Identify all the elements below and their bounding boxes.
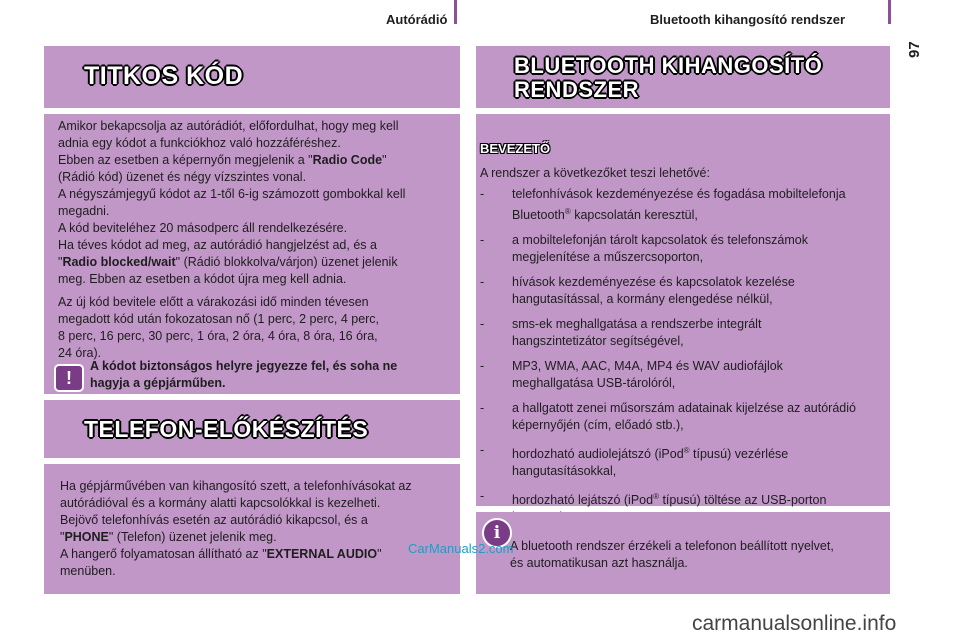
para1-line1: Amikor bekapcsolja az autórádiót, előfordulhat, hogy meg kell (58, 119, 399, 133)
info-icon: i (482, 518, 512, 548)
info-line2: és automatikusan azt használja. (510, 556, 688, 570)
telefon-line4-pre: " (60, 530, 65, 544)
feature-item (480, 358, 884, 392)
feature-line2: hangszintetizátor segítségével, (512, 334, 684, 349)
header-divider-right (888, 0, 891, 24)
telefon-line4-post: " (Telefon) üzenet jelenik meg. (108, 530, 277, 544)
bluetooth-heading-line1: BLUETOOTH KIHANGOSÍTÓ (514, 53, 823, 78)
para1-line2: adnia egy kódot a funkciókhoz való hozzáféréshez. (58, 136, 341, 150)
telefon-line2: autórádióval és a kormány alatti kapcsolókkal is kezelheti. (60, 496, 381, 510)
bluetooth-feature-list (480, 186, 884, 526)
feature-line1: sms-ek meghallgatása a rendszerbe integrált (512, 317, 762, 332)
header-left-title: Autórádió (386, 12, 448, 27)
page-number: 97 (906, 41, 923, 58)
titkos-kod-body-panel (44, 114, 460, 394)
list-dash: - (480, 443, 485, 458)
radio-blocked-label: Radio blocked/wait (62, 255, 176, 269)
bluetooth-text (480, 140, 884, 534)
feature-line2: meghallgatása USB-tárolóról, (512, 376, 676, 391)
para1-line5: A négyszámjegyű kódot az 1-től 6-ig számozott gombokkal kell (58, 187, 406, 201)
titkos-kod-heading-panel (44, 46, 460, 108)
feature-item (480, 274, 884, 308)
feature-line2: hangutasításokkal, (512, 464, 617, 479)
para2-line4: 24 óra). (58, 346, 102, 360)
feature-item (480, 400, 884, 434)
para1-line10: meg. Ebben az esetben a kódot újra meg kell adnia. (58, 272, 347, 286)
warning-line2: hagyja a gépjárműben. (90, 376, 226, 390)
telefon-line5-post: " (377, 547, 382, 561)
radio-code-label: Radio Code (312, 153, 383, 167)
info-text (510, 538, 880, 572)
feature-item (480, 316, 884, 350)
para2-line3: 8 perc, 16 perc, 30 perc, 1 óra, 2 óra, 4 óra, 8 óra, 16 óra, (58, 329, 378, 343)
feature-line2: Bluetooth® kapcsolatán keresztül, (512, 207, 698, 223)
para1-line4: (Rádió kód) üzenet és négy vízszintes vonal. (58, 170, 307, 184)
para1-line3-pre: Ebben az esetben a képernyőn megjelenik a " (58, 153, 313, 167)
feature-line2: megjelenítése a műszercsoporton, (512, 250, 704, 265)
telefon-heading-panel (44, 400, 460, 458)
info-line1: A bluetooth rendszer érzékeli a telefonon beállított nyelvet, (510, 539, 834, 553)
telefon-line6: menüben. (60, 564, 116, 578)
inline-watermark: CarManuals2.com (408, 541, 514, 556)
external-audio-label: EXTERNAL AUDIO (266, 547, 378, 561)
feature-line1: hordozható lejátszó (iPod® típusú) töltése az USB-porton (512, 492, 827, 508)
list-dash: - (480, 317, 485, 332)
para2-line1: Az új kód bevitele előtt a várakozási idő minden tévesen (58, 295, 369, 309)
header-divider-left (454, 0, 457, 24)
para1-line3-post: " (382, 153, 387, 167)
feature-item (480, 186, 884, 224)
bevezeto-heading: BEVEZETŐ (480, 141, 551, 156)
list-dash: - (480, 359, 485, 374)
feature-item (480, 232, 884, 266)
list-dash: - (480, 233, 485, 248)
warning-line1: A kódot biztonságos helyre jegyezze fel, és soha ne (90, 359, 398, 373)
list-dash: - (480, 275, 485, 290)
para1-line7: A kód beviteléhez 20 másodperc áll rendelkezésére. (58, 221, 348, 235)
para1-line9-pre: " (58, 255, 63, 269)
telefon-line1: Ha gépjárművében van kihangosító szett, a telefonhívásokat az (60, 479, 412, 493)
feature-line1: telefonhívások kezdeményezése és fogadása mobiltelefonja (512, 187, 846, 201)
footer-watermark: carmanualsonline.info (692, 612, 897, 635)
bluetooth-body-panel (476, 114, 890, 506)
telefon-line5-pre: A hangerő folyamatosan állítható az " (60, 547, 267, 561)
bluetooth-intro: A rendszer a következőket teszi lehetővé: (480, 166, 710, 180)
para1-line6: megadni. (58, 204, 110, 218)
bluetooth-heading-panel (476, 46, 890, 108)
titkos-kod-text (58, 118, 454, 368)
bluetooth-heading-line2: RENDSZER (514, 77, 640, 102)
telefon-line3: Bejövő telefonhívás esetén az autórádió kikapcsol, és a (60, 513, 368, 527)
para1-line9-post: " (Rádió blokkolva/várjon) üzenet jelenik (175, 255, 398, 269)
para2-line2: megadott kód után fokozatosan nő (1 perc, 2 perc, 4 perc, (58, 312, 380, 326)
info-panel (476, 512, 890, 594)
list-dash: - (480, 489, 485, 504)
list-dash: - (480, 401, 485, 416)
feature-line1: hívások kezdeményezése és kapcsolatok kezelése (512, 275, 795, 290)
phone-label: PHONE (64, 530, 109, 544)
feature-item (480, 442, 884, 480)
feature-line2: hangutasítással, a kormány elengedése nélkül, (512, 292, 773, 307)
bluetooth-heading (514, 54, 822, 102)
list-dash: - (480, 187, 485, 201)
telefon-heading: TELEFON-ELŐKÉSZÍTÉS (84, 416, 369, 442)
feature-line1: a hallgatott zenei műsorszám adatainak kijelzése az autórádió (512, 401, 856, 416)
feature-line1: MP3, WMA, AAC, M4A, MP4 és WAV audiofájlok (512, 359, 783, 374)
titkos-kod-heading: TITKOS KÓD (84, 62, 244, 90)
feature-line2: képernyőjén (cím, előadó stb.), (512, 418, 684, 433)
telefon-text (60, 478, 456, 580)
para1-line8: Ha téves kódot ad meg, az autórádió hangjelzést ad, és a (58, 238, 377, 252)
feature-line1: a mobiltelefonján tárolt kapcsolatok és telefonszámok (512, 233, 808, 248)
warning-text (90, 358, 450, 392)
header-right-title: Bluetooth kihangosító rendszer (650, 12, 846, 27)
feature-line1: hordozható audiolejátszó (iPod® típusú) vezérlése (512, 446, 789, 462)
telefon-body-panel (44, 464, 460, 594)
warning-icon: ! (54, 364, 84, 392)
